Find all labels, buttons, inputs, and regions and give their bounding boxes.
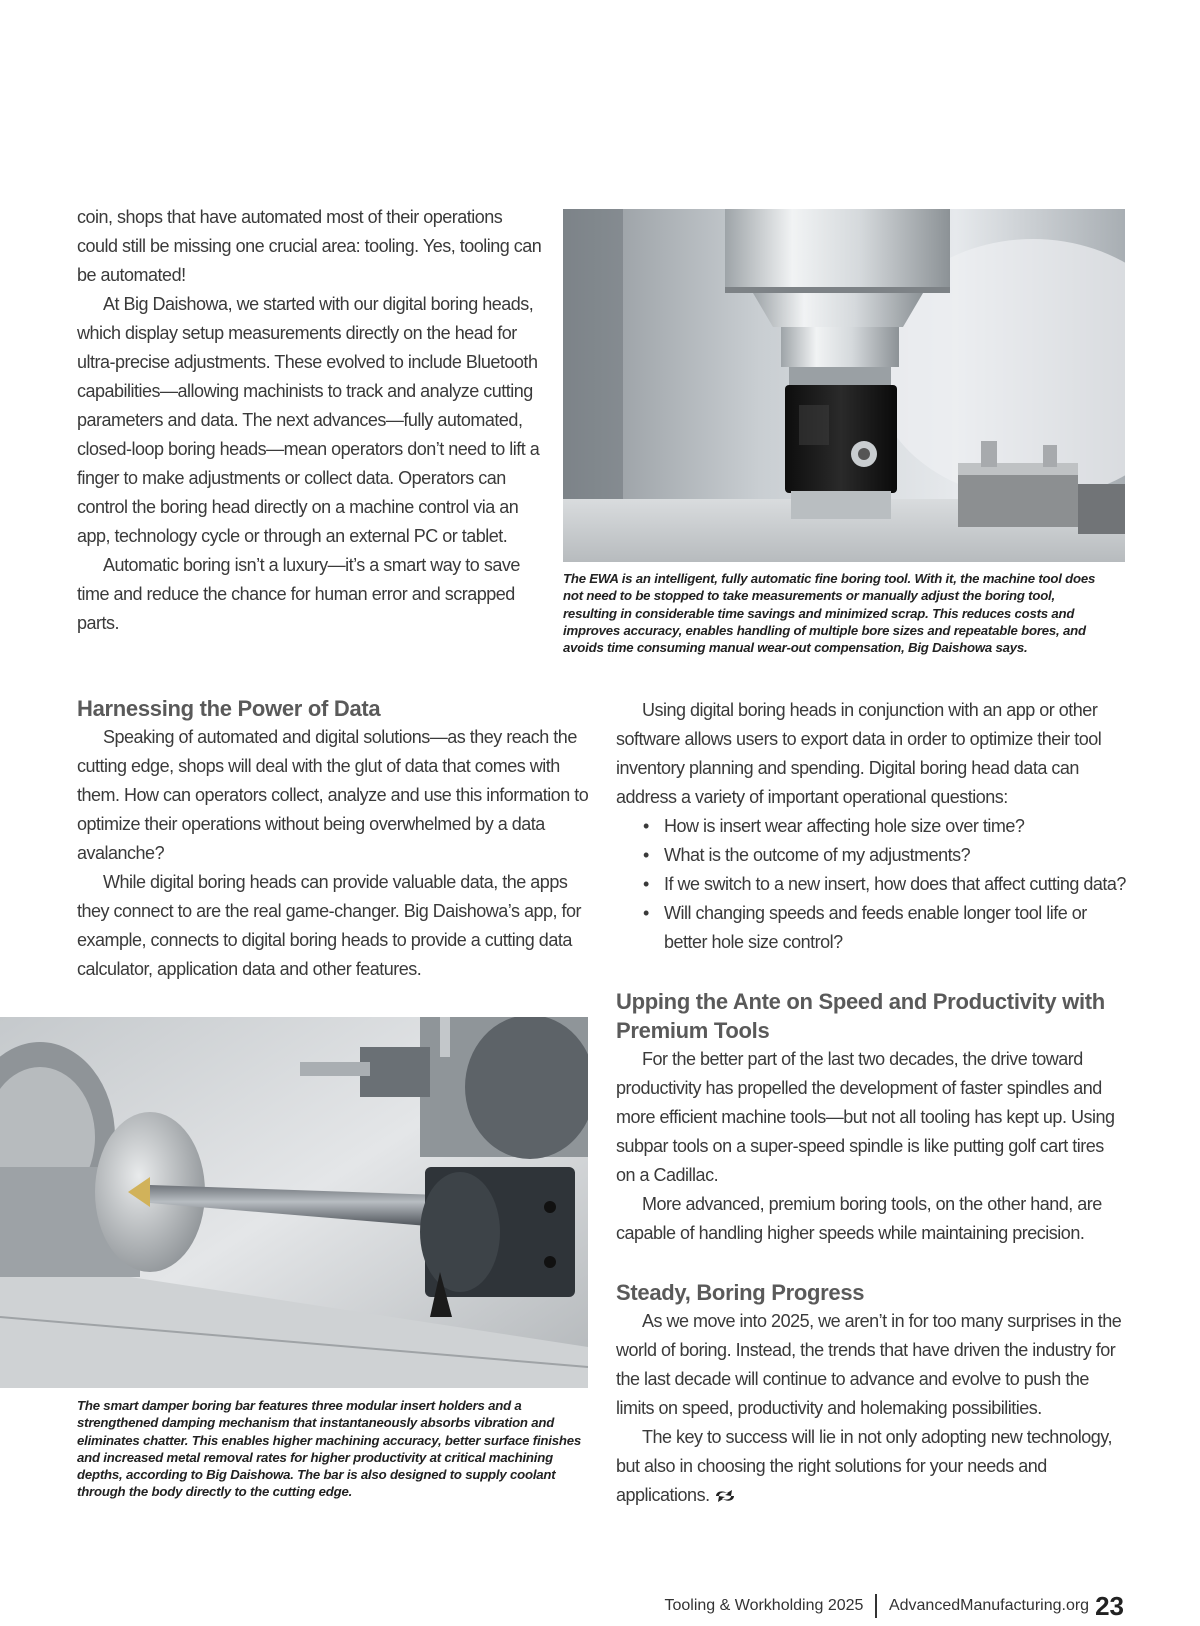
section-heading: Upping the Ante on Speed and Productivity with Premium Tools <box>616 989 1105 1043</box>
page-footer <box>665 1591 1125 1621</box>
end-mark-icon <box>714 1489 736 1503</box>
intro-paragraph-3: Automatic boring isn’t a luxury—it’s a smart way to save time and reduce the chance for human error and scrapped parts. <box>77 555 520 633</box>
footer-divider <box>875 1594 877 1618</box>
page-number: 23 <box>1095 1590 1124 1621</box>
ewa-photo-caption <box>563 570 1108 656</box>
closing-paragraph <box>616 1423 1126 1510</box>
ewa-boring-tool-photo <box>563 209 1125 562</box>
closing-text: The key to success will lie in not only adopting new technology, but also in choosing the right solutions for your needs and applications. <box>616 1427 1112 1505</box>
list-item: • If we switch to a new insert, how does that affect cutting data? <box>664 870 1126 899</box>
intro-paragraph-1: coin, shops that have automated most of their operations could still be missing one crucial area: tooling. Yes, tooling can be automated! <box>77 207 542 285</box>
section-heading: Steady, Boring Progress <box>616 1280 865 1305</box>
list-item: • Will changing speeds and feeds enable longer tool life or better hole size control? <box>664 899 1126 957</box>
smart-damper-boring-bar-photo <box>0 1017 588 1388</box>
intro-text <box>77 203 542 638</box>
right-paragraph-1: Using digital boring heads in conjunction with an app or other software allows users to export data in order to optimize their tool inventory planning and spending. Digital boring head data can address a variety of important operational questions: <box>616 700 1102 807</box>
caption-text: The smart damper boring bar features three modular insert holders and a strengthened damping mechanism that instantaneously absorbs vibration and eliminates chatter. This enables higher machining accuracy, better surface finishes and increased metal removal rates for higher productivity at critical machining depths, according to Big Daishowa. The bar is also designed to supply coolant through the body directly to the cutting edge. <box>77 1398 582 1500</box>
section-heading: Harnessing the Power of Data <box>77 696 381 721</box>
caption-text: The EWA is an intelligent, fully automatic fine boring tool. With it, the machine tool does not need to be stopped to take measurements or manually adjust the boring tool, resulting in considerable time savings and minimized scrap. This reduces costs and improves accuracy, enables handling of multiple bore sizes and repeatable bores, and avoids time consuming manual wear-out compensation, Big Daishowa says. <box>563 571 1096 656</box>
section-paragraph: More advanced, premium boring tools, on the other hand, are capable of handling higher speeds while maintaining precision. <box>616 1194 1102 1243</box>
right-column-text <box>616 696 1126 1510</box>
section-paragraph: Speaking of automated and digital solutions—as they reach the cutting edge, shops will deal with the glut of data that comes with them. How can operators collect, analyze and use this information to optimize their operations without being overwhelmed by a data avalanche? <box>77 727 589 863</box>
questions-list <box>616 812 1126 957</box>
section-paragraph: For the better part of the last two decades, the drive toward productivity has propelled the development of faster spindles and more efficient machine tools—but not all tooling has kept up. Using subpar tools on a super-speed spindle is like putting golf cart tires on a Cadillac. <box>616 1049 1115 1185</box>
list-item: • How is insert wear affecting hole size over time? <box>664 812 1126 841</box>
smart-damper-photo-caption <box>77 1397 587 1501</box>
list-item: • What is the outcome of my adjustments? <box>664 841 1126 870</box>
section-paragraph: While digital boring heads can provide valuable data, the apps they connect to are the real game-changer. Big Daishowa’s app, for example, connects to digital boring heads to provide a cutting data calculator, application data and other features. <box>77 872 581 979</box>
intro-paragraph-2: At Big Daishowa, we started with our digital boring heads, which display setup measurements directly on the head for ultra-precise adjustments. These evolved to include Bluetooth capabilities—allowing machinists to track and analyze cutting parameters and data. The next advances—fully automated, closed-loop boring heads—mean operators don’t need to lift a finger to make adjustments or collect data. Operators can control the boring head directly on a machine control via an app, technology cycle or through an external PC or tablet. <box>77 294 540 546</box>
publication-name: Tooling & Workholding 2025 <box>664 1597 864 1614</box>
section-data <box>77 694 589 984</box>
section-paragraph: As we move into 2025, we aren’t in for too many surprises in the world of boring. Instead, the trends that have driven the industry for the last decade will continue to advance and evolve to push the limits on speed, productivity and holemaking possibilities. <box>616 1311 1122 1418</box>
website-link[interactable]: AdvancedManufacturing.org <box>888 1597 1090 1614</box>
